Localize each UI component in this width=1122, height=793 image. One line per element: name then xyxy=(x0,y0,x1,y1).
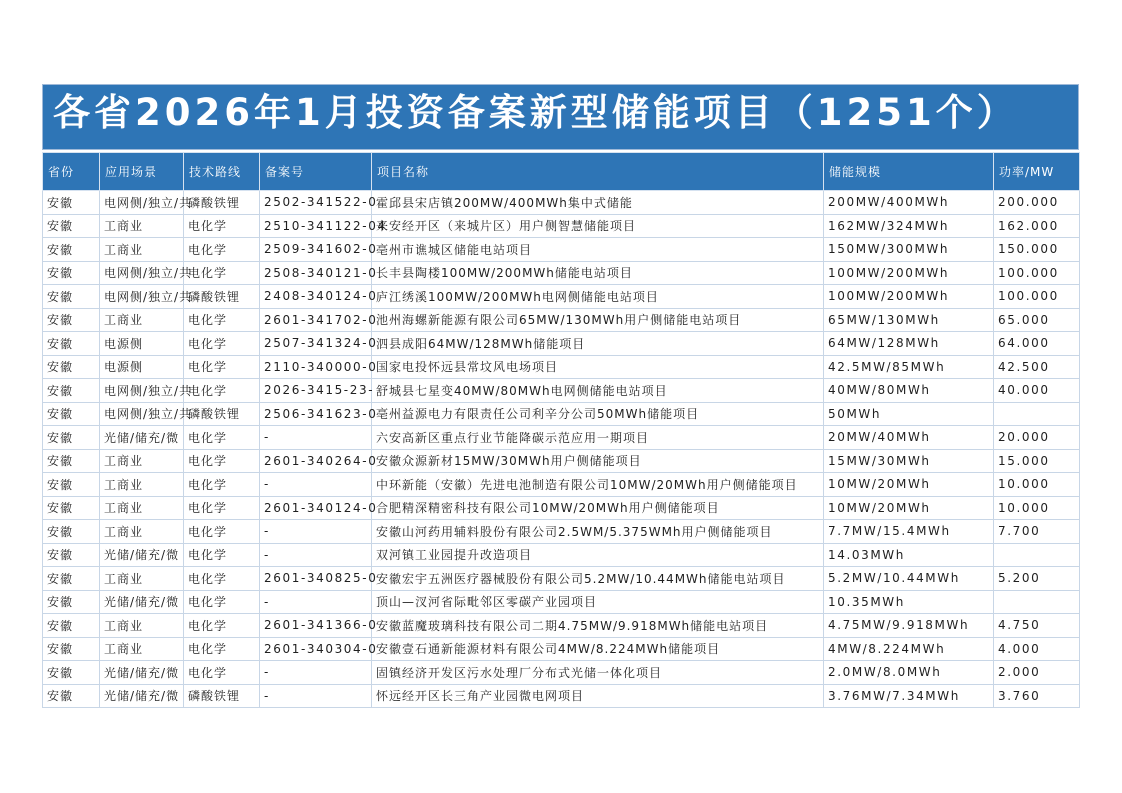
cell-scenario: 工商业 xyxy=(100,496,184,520)
table-row xyxy=(43,661,1080,685)
table-row xyxy=(43,261,1080,285)
cell-scale: 7.7MW/15.4MWh xyxy=(824,520,994,544)
cell-tech: 电化学 xyxy=(184,661,260,685)
cell-tech: 磷酸铁锂 xyxy=(184,684,260,708)
header-filing-no: 备案号 xyxy=(260,153,372,191)
cell-province: 安徽 xyxy=(43,191,100,215)
table-row xyxy=(43,379,1080,403)
cell-province: 安徽 xyxy=(43,661,100,685)
cell-province: 安徽 xyxy=(43,402,100,426)
cell-scenario: 工商业 xyxy=(100,520,184,544)
cell-filing-no: 2601-341702-0 xyxy=(260,308,372,332)
cell-project-name: 合肥精深精密科技有限公司10MW/20MWh用户侧储能项目 xyxy=(372,496,824,520)
cell-project-name: 来安经开区（来城片区）用户侧智慧储能项目 xyxy=(372,214,824,238)
cell-filing-no: 2508-340121-0 xyxy=(260,261,372,285)
cell-province: 安徽 xyxy=(43,238,100,262)
cell-filing-no: 2601-340124-0 xyxy=(260,496,372,520)
cell-scale: 10.35MWh xyxy=(824,590,994,614)
cell-province: 安徽 xyxy=(43,332,100,356)
cell-power: 2.000 xyxy=(994,661,1080,685)
cell-scenario: 电网侧/独立/共 xyxy=(100,191,184,215)
cell-power: 5.200 xyxy=(994,567,1080,591)
cell-power: 4.000 xyxy=(994,637,1080,661)
cell-project-name: 安徽宏宇五洲医疗器械股份有限公司5.2MW/10.44MWh储能电站项目 xyxy=(372,567,824,591)
table-row xyxy=(43,473,1080,497)
cell-project-name: 亳州市谯城区储能电站项目 xyxy=(372,238,824,262)
cell-tech: 电化学 xyxy=(184,637,260,661)
cell-province: 安徽 xyxy=(43,684,100,708)
cell-project-name: 安徽众源新材15MW/30MWh用户侧储能项目 xyxy=(372,449,824,473)
table-row xyxy=(43,520,1080,544)
cell-scale: 50MWh xyxy=(824,402,994,426)
cell-province: 安徽 xyxy=(43,449,100,473)
cell-project-name: 国家电投怀远县常坟风电场项目 xyxy=(372,355,824,379)
table-row xyxy=(43,426,1080,450)
cell-tech: 电化学 xyxy=(184,214,260,238)
header-province: 省份 xyxy=(43,153,100,191)
cell-power: 150.000 xyxy=(994,238,1080,262)
cell-scenario: 电源侧 xyxy=(100,332,184,356)
cell-scenario: 光储/储充/微 xyxy=(100,590,184,614)
cell-province: 安徽 xyxy=(43,473,100,497)
cell-scenario: 电网侧/独立/共 xyxy=(100,285,184,309)
cell-province: 安徽 xyxy=(43,567,100,591)
cell-scenario: 电网侧/独立/共 xyxy=(100,402,184,426)
cell-scale: 40MW/80MWh xyxy=(824,379,994,403)
cell-power: 200.000 xyxy=(994,191,1080,215)
cell-power xyxy=(994,543,1080,567)
cell-project-name: 亳州益源电力有限责任公司利辛分公司50MWh储能项目 xyxy=(372,402,824,426)
cell-filing-no: 2601-340304-0 xyxy=(260,637,372,661)
cell-scenario: 工商业 xyxy=(100,614,184,638)
cell-province: 安徽 xyxy=(43,614,100,638)
cell-province: 安徽 xyxy=(43,285,100,309)
cell-tech: 电化学 xyxy=(184,614,260,638)
cell-power xyxy=(994,402,1080,426)
cell-scale: 2.0MW/8.0MWh xyxy=(824,661,994,685)
table-row xyxy=(43,567,1080,591)
table-row xyxy=(43,308,1080,332)
cell-scale: 100MW/200MWh xyxy=(824,285,994,309)
cell-scenario: 工商业 xyxy=(100,214,184,238)
table-row xyxy=(43,191,1080,215)
cell-filing-no: 2507-341324-0 xyxy=(260,332,372,356)
cell-power: 42.500 xyxy=(994,355,1080,379)
table-row xyxy=(43,332,1080,356)
cell-province: 安徽 xyxy=(43,496,100,520)
cell-scale: 65MW/130MWh xyxy=(824,308,994,332)
cell-project-name: 六安高新区重点行业节能降碳示范应用一期项目 xyxy=(372,426,824,450)
cell-tech: 磷酸铁锂 xyxy=(184,285,260,309)
cell-scenario: 工商业 xyxy=(100,449,184,473)
header-power: 功率/MW xyxy=(994,153,1080,191)
header-scale: 储能规模 xyxy=(824,153,994,191)
cell-scenario: 电源侧 xyxy=(100,355,184,379)
cell-scenario: 光储/储充/微 xyxy=(100,543,184,567)
cell-scale: 4MW/8.224MWh xyxy=(824,637,994,661)
cell-scenario: 工商业 xyxy=(100,238,184,262)
cell-scale: 42.5MW/85MWh xyxy=(824,355,994,379)
cell-province: 安徽 xyxy=(43,543,100,567)
cell-scenario: 工商业 xyxy=(100,473,184,497)
cell-scale: 64MW/128MWh xyxy=(824,332,994,356)
cell-tech: 电化学 xyxy=(184,238,260,262)
cell-filing-no: - xyxy=(260,520,372,544)
cell-project-name: 舒城县七星变40MW/80MWh电网侧储能电站项目 xyxy=(372,379,824,403)
cell-scale: 15MW/30MWh xyxy=(824,449,994,473)
cell-tech: 电化学 xyxy=(184,261,260,285)
cell-scenario: 光储/储充/微 xyxy=(100,661,184,685)
cell-scale: 150MW/300MWh xyxy=(824,238,994,262)
cell-province: 安徽 xyxy=(43,308,100,332)
header-scenario: 应用场景 xyxy=(100,153,184,191)
cell-filing-no: - xyxy=(260,684,372,708)
table-row xyxy=(43,614,1080,638)
cell-province: 安徽 xyxy=(43,379,100,403)
cell-scenario: 工商业 xyxy=(100,567,184,591)
cell-scale: 162MW/324MWh xyxy=(824,214,994,238)
cell-scale: 14.03MWh xyxy=(824,543,994,567)
cell-project-name: 霍邱县宋店镇200MW/400MWh集中式储能 xyxy=(372,191,824,215)
cell-scale: 10MW/20MWh xyxy=(824,473,994,497)
cell-tech: 电化学 xyxy=(184,426,260,450)
cell-scenario: 工商业 xyxy=(100,308,184,332)
cell-province: 安徽 xyxy=(43,355,100,379)
cell-filing-no: 2026-3415-23- xyxy=(260,379,372,403)
cell-power: 20.000 xyxy=(994,426,1080,450)
cell-scenario: 电网侧/独立/共 xyxy=(100,261,184,285)
cell-filing-no: 2601-340264-0 xyxy=(260,449,372,473)
cell-project-name: 安徽山河药用辅料股份有限公司2.5WM/5.375WMh用户侧储能项目 xyxy=(372,520,824,544)
cell-scale: 20MW/40MWh xyxy=(824,426,994,450)
cell-power: 64.000 xyxy=(994,332,1080,356)
cell-province: 安徽 xyxy=(43,637,100,661)
cell-project-name: 固镇经济开发区污水处理厂分布式光储一体化项目 xyxy=(372,661,824,685)
table-row xyxy=(43,402,1080,426)
cell-filing-no: 2509-341602-0 xyxy=(260,238,372,262)
cell-project-name: 安徽壹石通新能源材料有限公司4MW/8.224MWh储能项目 xyxy=(372,637,824,661)
cell-tech: 电化学 xyxy=(184,379,260,403)
cell-project-name: 双河镇工业园提升改造项目 xyxy=(372,543,824,567)
cell-power: 100.000 xyxy=(994,261,1080,285)
cell-province: 安徽 xyxy=(43,214,100,238)
cell-scenario: 电网侧/独立/共 xyxy=(100,379,184,403)
cell-tech: 电化学 xyxy=(184,520,260,544)
table-row xyxy=(43,214,1080,238)
cell-tech: 电化学 xyxy=(184,543,260,567)
cell-filing-no: 2110-340000-0 xyxy=(260,355,372,379)
table-row xyxy=(43,684,1080,708)
cell-power xyxy=(994,590,1080,614)
cell-power: 10.000 xyxy=(994,496,1080,520)
cell-filing-no: - xyxy=(260,590,372,614)
table-row xyxy=(43,543,1080,567)
header-row xyxy=(43,153,1080,191)
table-row xyxy=(43,285,1080,309)
cell-province: 安徽 xyxy=(43,590,100,614)
cell-project-name: 中环新能（安徽）先进电池制造有限公司10MW/20MWh用户侧储能项目 xyxy=(372,473,824,497)
cell-power: 162.000 xyxy=(994,214,1080,238)
cell-project-name: 安徽蓝魔玻璃科技有限公司二期4.75MW/9.918MWh储能电站项目 xyxy=(372,614,824,638)
cell-province: 安徽 xyxy=(43,426,100,450)
cell-power: 40.000 xyxy=(994,379,1080,403)
table-row xyxy=(43,637,1080,661)
cell-power: 65.000 xyxy=(994,308,1080,332)
table-row xyxy=(43,449,1080,473)
cell-tech: 电化学 xyxy=(184,496,260,520)
cell-filing-no: - xyxy=(260,426,372,450)
table-header xyxy=(43,153,1080,191)
cell-filing-no: 2601-340825-0 xyxy=(260,567,372,591)
cell-power: 7.700 xyxy=(994,520,1080,544)
cell-scale: 4.75MW/9.918MWh xyxy=(824,614,994,638)
sheet-title: 各省2026年1月投资备案新型储能项目（1251个） xyxy=(42,84,1079,150)
cell-scale: 200MW/400MWh xyxy=(824,191,994,215)
table-row xyxy=(43,238,1080,262)
cell-filing-no: 2506-341623-0 xyxy=(260,402,372,426)
cell-project-name: 怀远经开区长三角产业园微电网项目 xyxy=(372,684,824,708)
cell-tech: 电化学 xyxy=(184,473,260,497)
table-body xyxy=(43,191,1080,708)
cell-project-name: 泗县成阳64MW/128MWh储能项目 xyxy=(372,332,824,356)
cell-scenario: 光储/储充/微 xyxy=(100,684,184,708)
table-row xyxy=(43,496,1080,520)
cell-tech: 电化学 xyxy=(184,567,260,591)
cell-scale: 10MW/20MWh xyxy=(824,496,994,520)
cell-filing-no: - xyxy=(260,661,372,685)
cell-power: 3.760 xyxy=(994,684,1080,708)
cell-scale: 3.76MW/7.34MWh xyxy=(824,684,994,708)
cell-project-name: 长丰县陶楼100MW/200MWh储能电站项目 xyxy=(372,261,824,285)
cell-province: 安徽 xyxy=(43,261,100,285)
table-row xyxy=(43,355,1080,379)
cell-tech: 磷酸铁锂 xyxy=(184,191,260,215)
cell-province: 安徽 xyxy=(43,520,100,544)
header-tech: 技术路线 xyxy=(184,153,260,191)
cell-filing-no: 2601-341366-0 xyxy=(260,614,372,638)
cell-tech: 电化学 xyxy=(184,590,260,614)
cell-power: 10.000 xyxy=(994,473,1080,497)
cell-scale: 5.2MW/10.44MWh xyxy=(824,567,994,591)
cell-power: 100.000 xyxy=(994,285,1080,309)
cell-scenario: 光储/储充/微 xyxy=(100,426,184,450)
cell-tech: 电化学 xyxy=(184,308,260,332)
cell-tech: 电化学 xyxy=(184,355,260,379)
spreadsheet xyxy=(42,84,1079,708)
cell-scale: 100MW/200MWh xyxy=(824,261,994,285)
cell-tech: 磷酸铁锂 xyxy=(184,402,260,426)
cell-filing-no: - xyxy=(260,473,372,497)
cell-power: 15.000 xyxy=(994,449,1080,473)
cell-project-name: 池州海螺新能源有限公司65MW/130MWh用户侧储能电站项目 xyxy=(372,308,824,332)
cell-project-name: 顶山—汊河省际毗邻区零碳产业园项目 xyxy=(372,590,824,614)
header-project-name: 项目名称 xyxy=(372,153,824,191)
cell-tech: 电化学 xyxy=(184,332,260,356)
data-table xyxy=(42,152,1080,708)
table-row xyxy=(43,590,1080,614)
cell-scenario: 工商业 xyxy=(100,637,184,661)
cell-filing-no: 2510-341122-04 xyxy=(260,214,372,238)
cell-filing-no: 2408-340124-0 xyxy=(260,285,372,309)
cell-power: 4.750 xyxy=(994,614,1080,638)
cell-filing-no: - xyxy=(260,543,372,567)
cell-tech: 电化学 xyxy=(184,449,260,473)
cell-filing-no: 2502-341522-0 xyxy=(260,191,372,215)
cell-project-name: 庐江绣溪100MW/200MWh电网侧储能电站项目 xyxy=(372,285,824,309)
